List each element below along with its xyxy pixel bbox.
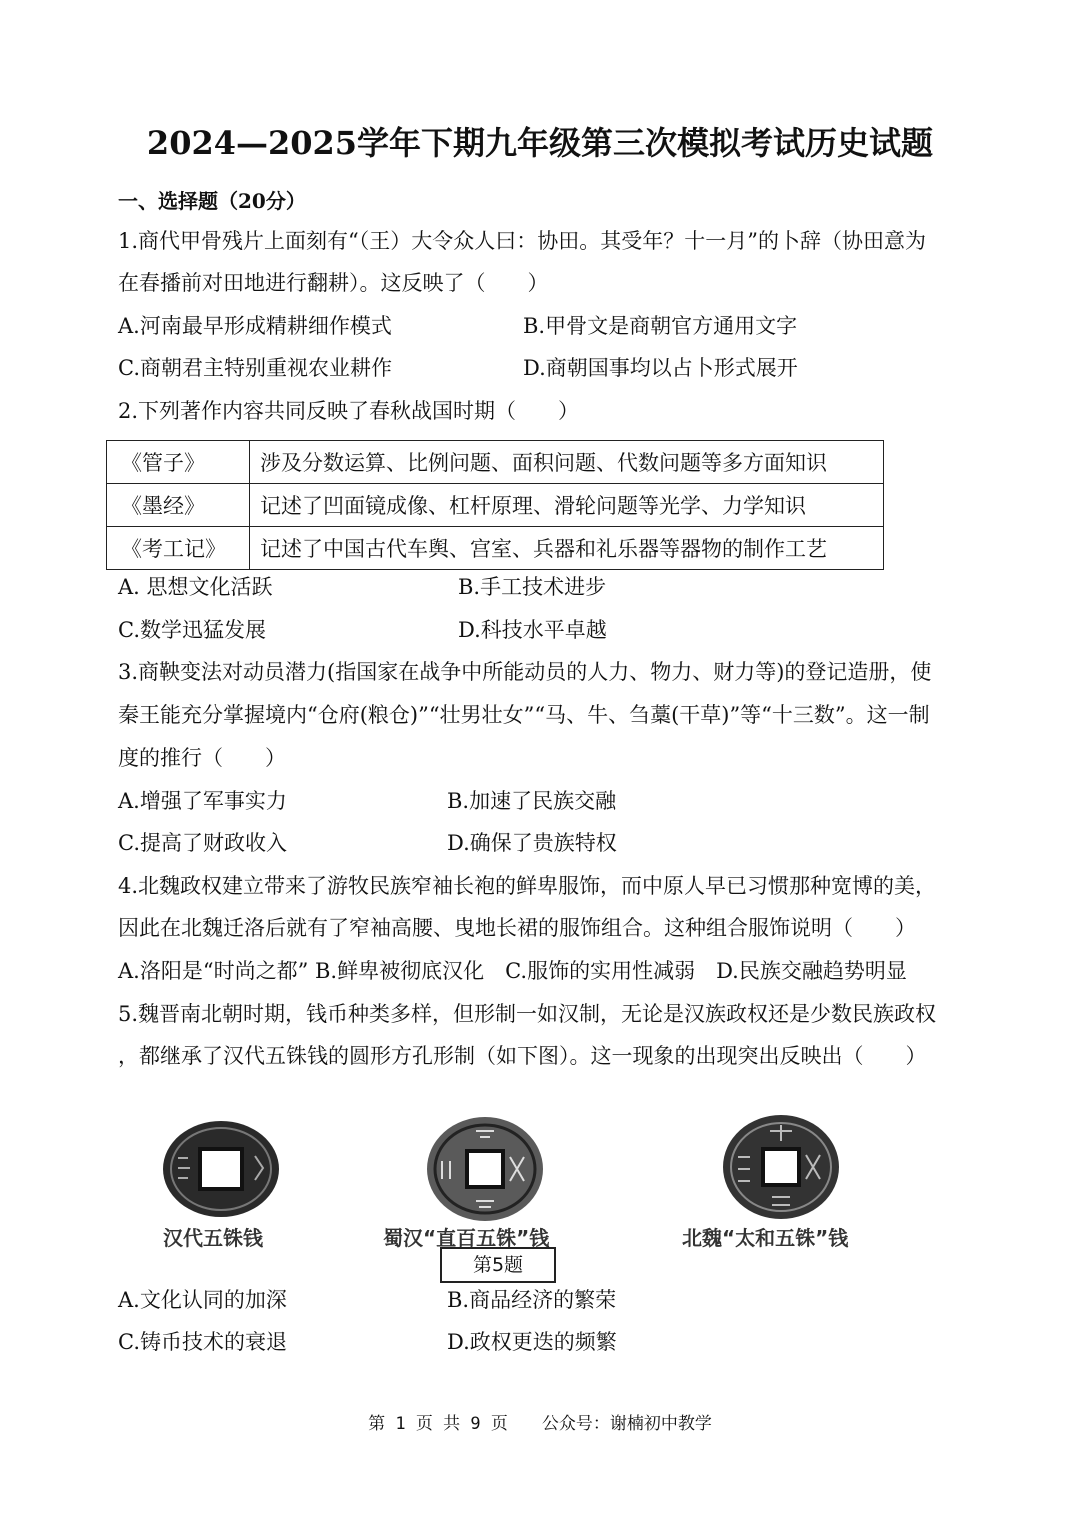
q2-option-a: A. 思想文化活跃 [118,575,273,599]
q2-option-b: B.手工技术进步 [458,575,607,599]
coin-caption-beiwei: 北魏“太和五铢”钱 [682,1226,849,1250]
table-row [107,527,884,570]
book-name: 《墨经》 [107,484,250,527]
q1-option-d: D.商朝国事均以占卜形式展开 [523,356,798,380]
book-content: 涉及分数运算、比例问题、面积问题、代数问题等多方面知识 [250,441,884,484]
section-heading: 一、选择题（20分） [118,189,306,213]
q5-option-d: D.政权更迭的频繁 [447,1330,617,1354]
q5-stem-line2: ，都继承了汉代五铢钱的圆形方孔形制（如下图）。这一现象的出现突出反映出（ ） [118,1044,927,1068]
q1-option-c: C.商朝君主特别重视农业耕作 [118,356,392,380]
q3-stem-line3: 度的推行（ ） [118,746,286,770]
book-name: 《考工记》 [107,527,250,570]
table-row [107,441,884,484]
q5-stem-line1: 5.魏晋南北朝时期，钱币种类多样，但形制一如汉制，无论是汉族政权还是少数民族政权 [118,1002,937,1026]
shuhan-zhibai-coin-image [424,1113,546,1225]
q3-option-d: D.确保了贵族特权 [447,831,617,855]
coin-caption-han: 汉代五铢钱 [163,1226,263,1250]
q2-stem: 2.下列著作内容共同反映了春秋战国时期（ ） [118,399,580,423]
q1-stem-line1: 1.商代甲骨残片上面刻有“（王）大令众人曰：协田。其受年？十一月”的卜辞（协田意为 [118,229,927,253]
q2-works-table [106,440,884,570]
q3-option-b: B.加速了民族交融 [447,789,617,813]
han-wuzhu-coin-image [160,1118,282,1220]
q1-option-a: A.河南最早形成精耕细作模式 [118,314,392,338]
q2-option-d: D.科技水平卓越 [458,618,607,642]
q5-option-a: A.文化认同的加深 [118,1288,287,1312]
coin-caption-shuhan: 蜀汉“直百五铢”钱 [383,1226,550,1250]
q1-stem-line2: 在春播前对田地进行翻耕）。这反映了（ ） [118,271,549,295]
q3-option-c: C.提高了财政收入 [118,831,287,855]
q4-stem-line2: 因此在北魏迁洛后就有了窄袖高腰、曳地长裙的服饰组合。这种组合服饰说明（ ） [118,916,916,940]
q5-option-c: C.铸币技术的衰退 [118,1330,287,1354]
book-content: 记述了中国古代车舆、宫室、兵器和礼乐器等器物的制作工艺 [250,527,884,570]
q3-option-a: A.增强了军事实力 [118,789,287,813]
q3-stem-line2: 秦王能充分掌握境内“仓府(粮仓)”“壮男壮女”“马、牛、刍藁(干草)”等“十三数”。这一制 [118,703,930,727]
book-content: 记述了凹面镜成像、杠杆原理、滑轮问题等光学、力学知识 [250,484,884,527]
page-title: 2024—2025学年下期九年级第三次模拟考试历史试题 [146,124,934,162]
table-row [107,484,884,527]
page-footer: 第 1 页 共 9 页 公众号：谢楠初中教学 [368,1414,712,1434]
beiwei-taihe-coin-image [720,1111,842,1223]
q2-option-c: C.数学迅猛发展 [118,618,266,642]
book-name: 《管子》 [107,441,250,484]
q4-stem-line1: 4.北魏政权建立带来了游牧民族窄袖长袍的鲜卑服饰，而中原人早已习惯那种宽博的美， [118,874,937,898]
q3-stem-line1: 3.商鞅变法对动员潜力(指国家在战争中所能动员的人力、物力、财力等)的登记造册，使 [118,660,932,684]
q1-option-b: B.甲骨文是商朝官方通用文字 [523,314,798,338]
figure-label: 第5题 [440,1247,556,1283]
q4-options: A.洛阳是“时尚之都” B.鲜卑被彻底汉化 C.服饰的实用性减弱 D.民族交融趋势明显 [118,959,907,983]
q5-option-b: B.商品经济的繁荣 [447,1288,617,1312]
